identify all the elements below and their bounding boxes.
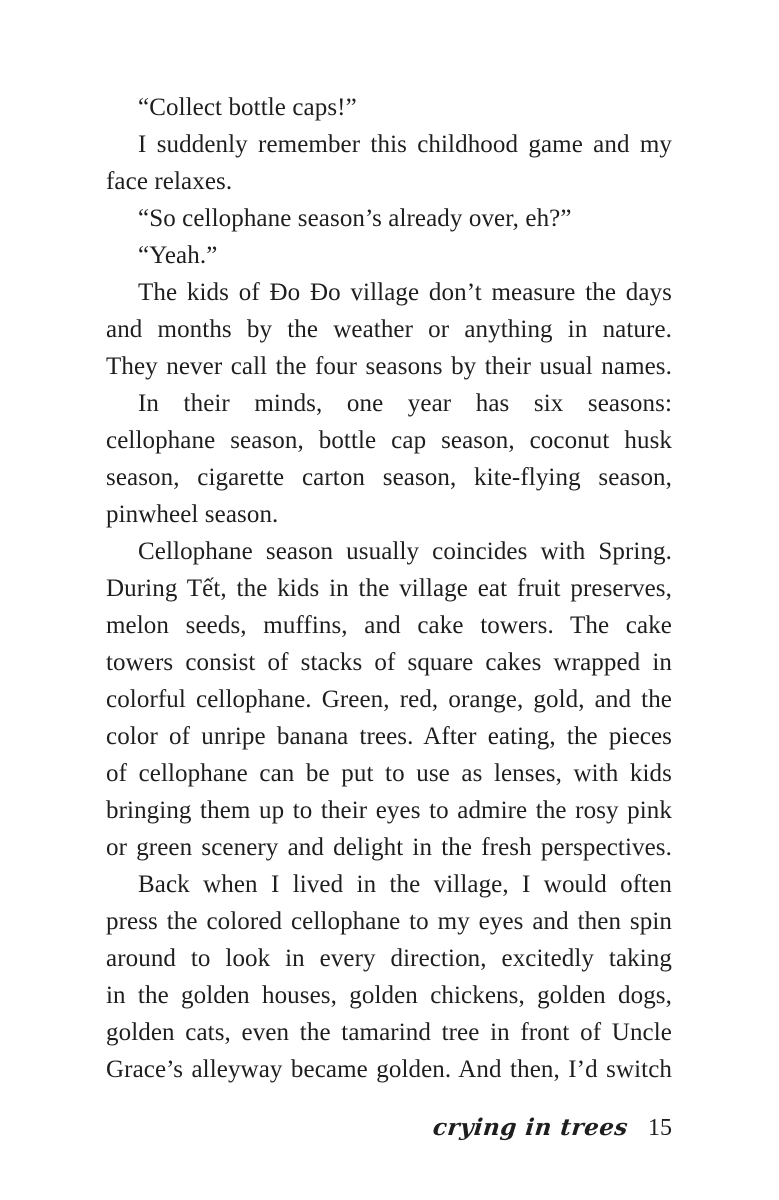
text-line: or green scenery and delight in the fresh perspectives. — [106, 834, 672, 861]
footer-page-number: 15 — [648, 1115, 672, 1141]
text-line: Cellophane season usually coincides with Spring. — [138, 538, 672, 565]
text-line: pinwheel season. — [106, 501, 279, 528]
footer-book-title: crying in trees — [431, 1114, 630, 1141]
text-line: in the golden houses, golden chickens, golden dogs, — [106, 982, 672, 1009]
text-line: towers consist of stacks of square cakes wrapped in — [106, 649, 672, 676]
text-line: bringing them up to their eyes to admire the rosy pink — [106, 797, 672, 824]
body-text — [106, 89, 672, 1088]
text-line: melon seeds, muffins, and cake towers. The cake — [106, 612, 672, 639]
text-line: The kids of Đo Đo village don’t measure the days — [138, 279, 672, 306]
text-line: face relaxes. — [106, 168, 233, 195]
text-line: around to look in every direction, excitedly taking — [106, 945, 672, 972]
text-line: cellophane season, bottle cap season, coconut husk — [106, 427, 672, 454]
text-line: Grace’s alleyway became golden. And then, I’d switch — [106, 1056, 672, 1083]
text-line: golden cats, even the tamarind tree in front of Uncle — [106, 1019, 672, 1046]
text-line: color of unripe banana trees. After eating, the pieces — [106, 723, 672, 750]
running-footer — [433, 1114, 672, 1142]
text-line: I suddenly remember this childhood game and my — [138, 131, 672, 158]
text-line: and months by the weather or anything in nature. — [106, 316, 672, 343]
text-line: “So cellophane season’s already over, eh?” — [138, 205, 572, 232]
text-line: During Tết, the kids in the village eat fruit preserves, — [106, 575, 672, 602]
text-line: Back when I lived in the village, I would often — [138, 871, 672, 898]
text-line: “Yeah.” — [138, 242, 218, 269]
text-line: of cellophane can be put to use as lenses, with kids — [106, 760, 672, 787]
text-line: In their minds, one year has six seasons: — [138, 390, 672, 417]
text-line: They never call the four seasons by their usual names. — [106, 353, 672, 380]
text-line: “Collect bottle caps!” — [138, 94, 357, 121]
text-line: press the colored cellophane to my eyes and then spin — [106, 908, 672, 935]
text-line: season, cigarette carton season, kite-flying season, — [106, 464, 672, 491]
text-line: colorful cellophane. Green, red, orange, gold, and the — [106, 686, 672, 713]
